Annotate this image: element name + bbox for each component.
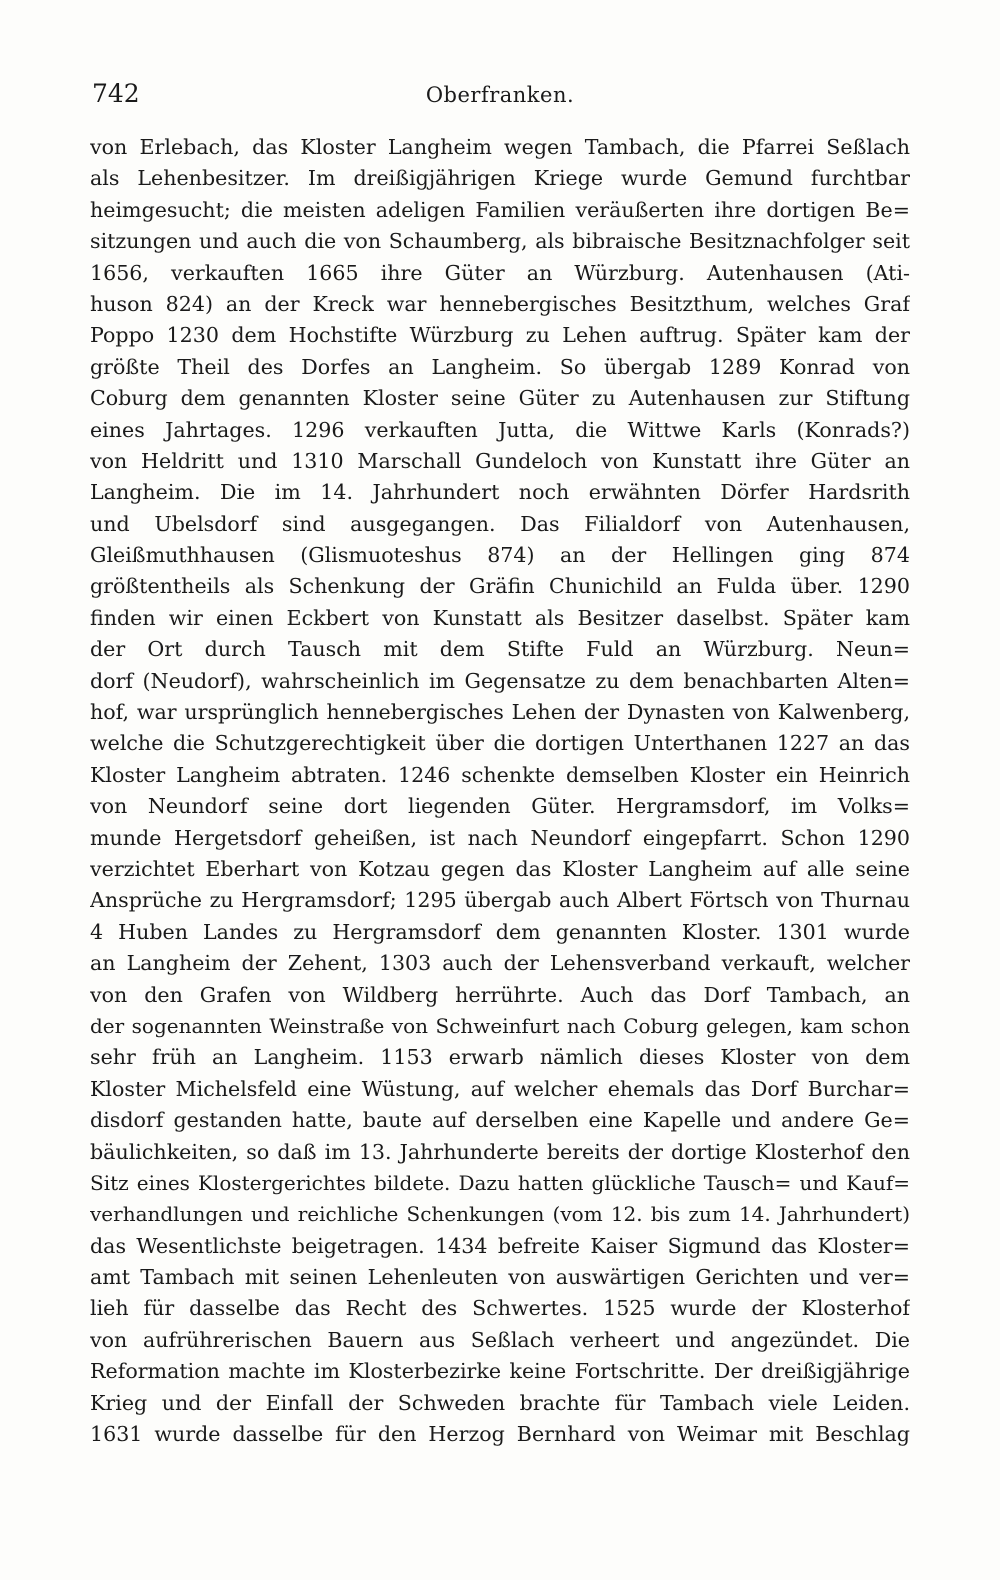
text-line: verhandlungen und reichliche Schenkungen (vom 12. bis zum 14. Jahrhundert) — [90, 1202, 910, 1227]
text-line: 1631 wurde dasselbe für den Herzog Bernhard von Weimar mit Beschlag — [90, 1422, 910, 1447]
text-line: verzichtet Eberhart von Kotzau gegen das Kloster Langheim auf alle seine — [90, 856, 910, 881]
text-line: welche die Schutzgerechtigkeit über die dortigen Unterthanen 1227 an das — [90, 731, 910, 756]
running-head — [92, 78, 908, 118]
text-line: von Erlebach, das Kloster Langheim wegen Tambach, die Pfarrei Seßlach — [90, 135, 910, 159]
text-line: von aufrührerischen Bauern aus Seßlach verheert und angezündet. Die — [90, 1327, 910, 1352]
text-line: als Lehenbesitzer. Im dreißigjährigen Kriege wurde Gemund furchtbar — [90, 166, 910, 191]
text-line: der sogenannten Weinstraße von Schweinfurt nach Coburg gelegen, kam schon — [90, 1013, 910, 1038]
text-line: munde Hergetsdorf geheißen, ist nach Neundorf eingepfarrt. Schon 1290 — [90, 825, 910, 850]
text-line: finden wir einen Eckbert von Kunstatt als Besitzer daselbst. Später kam — [90, 605, 910, 630]
text-line: an Langheim der Zehent, 1303 auch der Lehensverband verkauft, welcher — [90, 951, 910, 976]
text-line: Kloster Langheim abtraten. 1246 schenkte demselben Kloster ein Heinrich — [90, 762, 910, 787]
text-line: von Neundorf seine dort liegenden Güter. Hergramsdorf, im Volks= — [90, 794, 910, 819]
text-line: Poppo 1230 dem Hochstifte Würzburg zu Lehen auftrug. Später kam der — [90, 323, 910, 348]
text-line: das Wesentlichste beigetragen. 1434 befreite Kaiser Sigmund das Kloster= — [90, 1233, 910, 1258]
text-line: der Ort durch Tausch mit dem Stifte Fuld an Würzburg. Neun= — [90, 637, 910, 662]
text-line: Kloster Michelsfeld eine Wüstung, auf welcher ehemals das Dorf Burchar= — [90, 1076, 910, 1101]
text-line: größtentheils als Schenkung der Gräfin Chunichild an Fulda über. 1290 — [90, 574, 910, 599]
text-line: größte Theil des Dorfes an Langheim. So übergab 1289 Konrad von — [90, 354, 910, 379]
text-line: sitzungen und auch die von Schaumberg, als bibraische Besitznachfolger seit — [90, 229, 910, 254]
text-line: und Ubelsdorf sind ausgegangen. Das Filialdorf von Autenhausen, — [90, 511, 910, 536]
text-line: Krieg und der Einfall der Schweden brachte für Tambach viele Leiden. — [90, 1390, 910, 1415]
text-line: sehr früh an Langheim. 1153 erwarb nämlich dieses Kloster von dem — [90, 1045, 910, 1070]
text-line: huson 824) an der Kreck war hennebergisches Besitzthum, welches Graf — [90, 291, 910, 316]
text-line: Sitz eines Klostergerichtes bildete. Dazu hatten glückliche Tausch= und Kauf= — [90, 1170, 910, 1195]
text-line: disdorf gestanden hatte, baute auf derselben eine Kapelle und andere Ge= — [90, 1108, 910, 1133]
running-title: Oberfranken. — [425, 83, 575, 107]
text-line: bäulichkeiten, so daß im 13. Jahrhunderte bereits der dortige Klosterhof den — [90, 1139, 910, 1164]
text-line: lieh für dasselbe das Recht des Schwertes. 1525 wurde der Klosterhof — [90, 1296, 910, 1321]
text-line: 1656, verkauften 1665 ihre Güter an Würzburg. Autenhausen (Ati- — [90, 260, 910, 285]
text-line: hof, war ursprünglich hennebergisches Lehen der Dynasten von Kalwenberg, — [90, 700, 910, 725]
text-line: amt Tambach mit seinen Lehenleuten von auswärtigen Gerichten und ver= — [90, 1265, 910, 1290]
text-line: von Heldritt und 1310 Marschall Gundeloch von Kunstatt ihre Güter an — [90, 448, 910, 473]
page-number: 742 — [92, 79, 140, 108]
text-body — [90, 132, 910, 1447]
text-line: Coburg dem genannten Kloster seine Güter zu Autenhausen zur Stiftung — [90, 386, 910, 411]
text-line: Gleißmuthhausen (Glismuoteshus 874) an der Hellingen ging 874 — [90, 543, 910, 568]
text-line: dorf (Neudorf), wahrscheinlich im Gegensatze zu dem benachbarten Alten= — [90, 668, 910, 693]
text-line: heimgesucht; die meisten adeligen Familien veräußerten ihre dortigen Be= — [90, 197, 910, 222]
text-line: von den Grafen von Wildberg herrührte. Auch das Dorf Tambach, an — [90, 982, 910, 1007]
text-line: eines Jahrtages. 1296 verkauften Jutta, die Wittwe Karls (Konrads?) — [90, 417, 910, 442]
text-line: 4 Huben Landes zu Hergramsdorf dem genannten Kloster. 1301 wurde — [90, 919, 910, 944]
text-line: Langheim. Die im 14. Jahrhundert noch erwähnten Dörfer Hardsrith — [90, 480, 910, 505]
text-line: Reformation machte im Klosterbezirke keine Fortschritte. Der dreißigjährige — [90, 1359, 910, 1384]
text-line: Ansprüche zu Hergramsdorf; 1295 übergab auch Albert Förtsch von Thurnau — [90, 888, 910, 913]
